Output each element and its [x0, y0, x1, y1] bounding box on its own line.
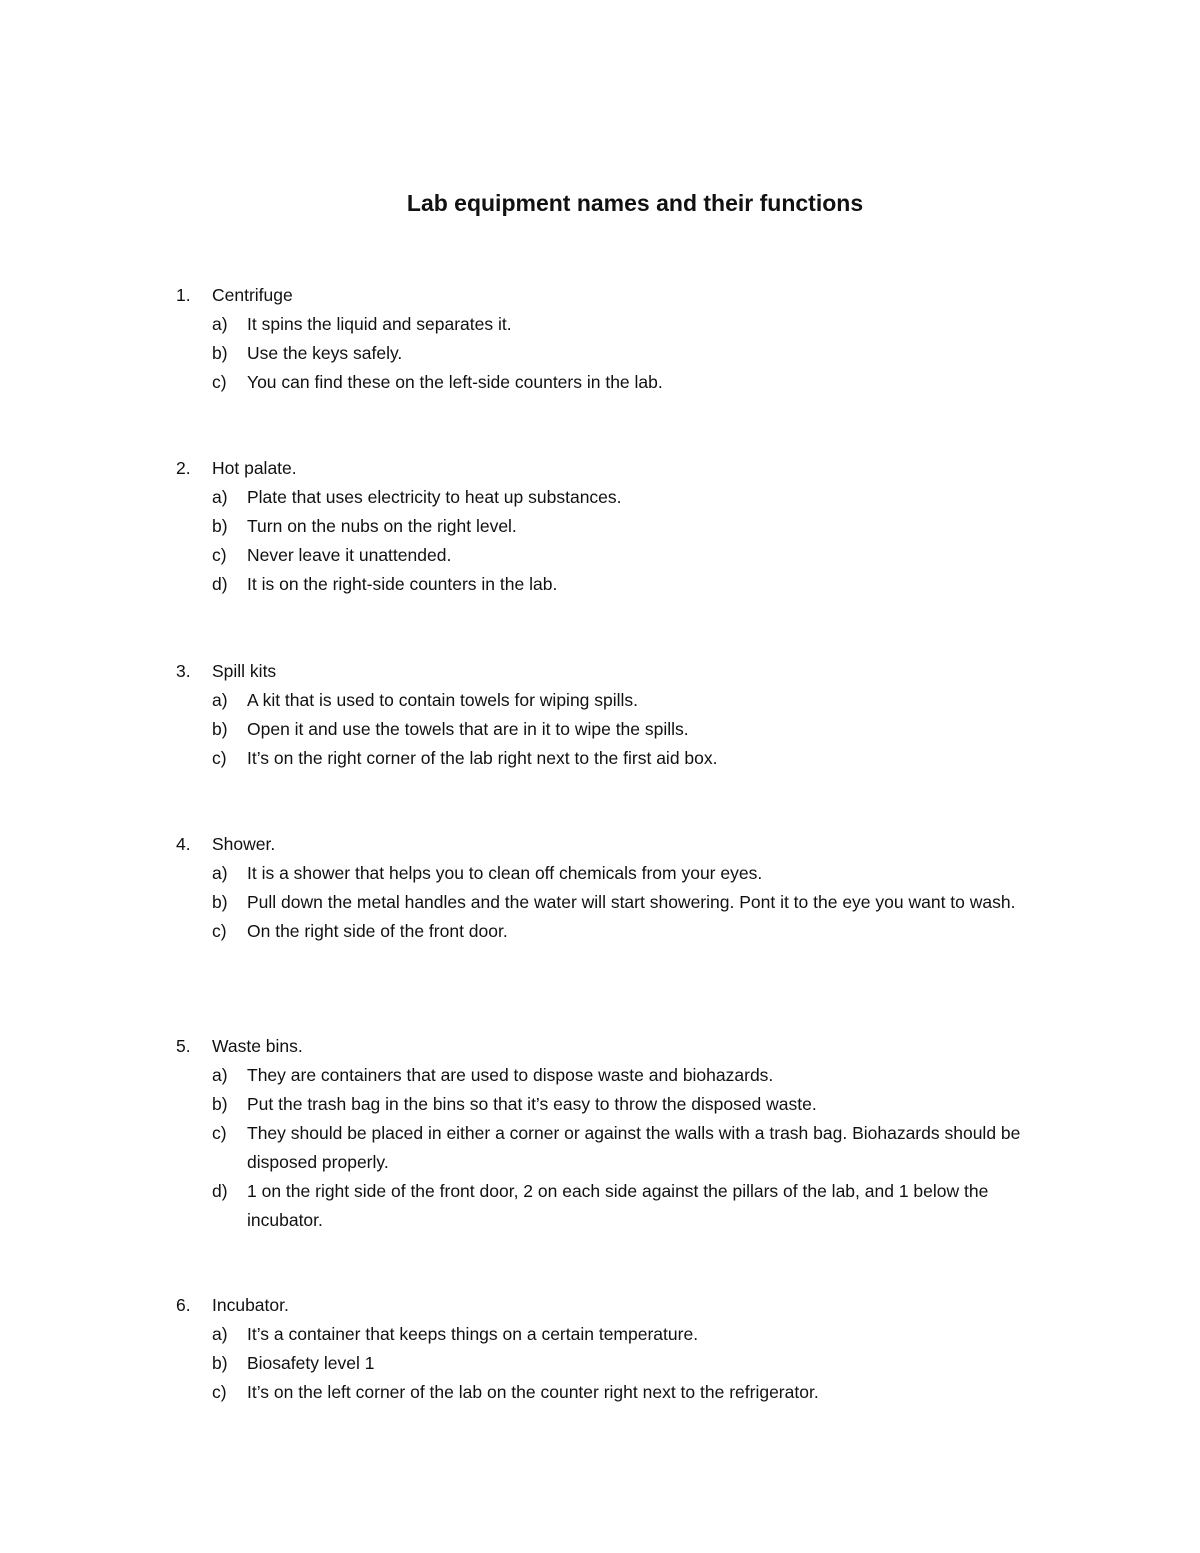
sub-item [176, 1119, 1076, 1177]
item-heading [176, 830, 1076, 859]
item-number: 2. [176, 458, 191, 478]
sub-item-text: Use the keys safely. [247, 343, 403, 363]
sub-item-letter: c) [212, 921, 227, 941]
sub-item-text: It spins the liquid and separates it. [247, 314, 512, 334]
sub-item-text: On the right side of the front door. [247, 921, 508, 941]
sub-item-letter: d) [212, 1181, 228, 1201]
sub-item-text: You can find these on the left-side counters in the lab. [247, 372, 663, 392]
item-number: 5. [176, 1036, 191, 1056]
sub-item-text: Never leave it unattended. [247, 545, 452, 565]
sub-item-letter: b) [212, 343, 228, 363]
item-heading [176, 1291, 1076, 1320]
sub-item-text: It’s on the left corner of the lab on the counter right next to the refrigerator. [247, 1382, 819, 1402]
sub-item [176, 744, 1076, 773]
sub-item [176, 859, 1076, 888]
sub-item-letter: b) [212, 719, 228, 739]
item-heading [176, 281, 1076, 310]
sub-item-text: A kit that is used to contain towels for wiping spills. [247, 690, 639, 710]
sub-item-text: Pull down the metal handles and the water will start showering. Pont it to the eye you want to wash. [247, 892, 1016, 912]
sub-item [176, 1090, 1076, 1119]
sub-item-letter: a) [212, 487, 228, 507]
sub-item-text: It is on the right-side counters in the lab. [247, 574, 558, 594]
sub-item-text: It is a shower that helps you to clean off chemicals from your eyes. [247, 863, 763, 883]
item-number: 3. [176, 661, 191, 681]
item-number: 1. [176, 285, 191, 305]
sub-item-letter: a) [212, 1324, 228, 1344]
sub-item-text: Open it and use the towels that are in it to wipe the spills. [247, 719, 689, 739]
sub-item [176, 512, 1076, 541]
sub-item [176, 541, 1076, 570]
list-item-6 [176, 1291, 1076, 1407]
item-name: Shower. [212, 834, 276, 854]
sub-item-letter: d) [212, 574, 228, 594]
item-name: Incubator. [212, 1295, 289, 1315]
sub-item-letter: b) [212, 1353, 228, 1373]
sub-item [176, 483, 1076, 512]
item-name: Spill kits [212, 661, 277, 681]
sub-item [176, 715, 1076, 744]
item-heading [176, 454, 1076, 483]
sub-item [176, 1061, 1076, 1090]
sub-item [176, 1177, 1076, 1235]
sub-item [176, 1378, 1076, 1407]
sub-item-letter: c) [212, 372, 227, 392]
sub-item [176, 570, 1076, 599]
sub-item-text: 1 on the right side of the front door, 2 on each side against the pillars of the lab, and 1 below the incubator. [247, 1181, 989, 1230]
sub-item [176, 917, 1076, 946]
sub-item-text: Put the trash bag in the bins so that it’s easy to throw the disposed waste. [247, 1094, 817, 1114]
sub-item-text: It’s a container that keeps things on a certain temperature. [247, 1324, 699, 1344]
sub-item [176, 310, 1076, 339]
item-heading [176, 1032, 1076, 1061]
sub-item-letter: a) [212, 863, 228, 883]
sub-item-text: Biosafety level 1 [247, 1353, 375, 1373]
list-item-5 [176, 1032, 1076, 1235]
sub-item-text: Plate that uses electricity to heat up substances. [247, 487, 622, 507]
sub-item-letter: a) [212, 314, 228, 334]
list-item-4 [176, 830, 1076, 946]
sub-item-letter: b) [212, 1094, 228, 1114]
item-name: Hot palate. [212, 458, 297, 478]
item-number: 4. [176, 834, 191, 854]
sub-item-text: They should be placed in either a corner or against the walls with a trash bag. Biohazards should be disposed properly. [247, 1123, 1021, 1172]
sub-item-letter: c) [212, 1123, 227, 1143]
sub-item [176, 339, 1076, 368]
document-title: Lab equipment names and their functions [406, 190, 864, 216]
item-name: Centrifuge [212, 285, 293, 305]
sub-item [176, 1349, 1076, 1378]
list-item-3 [176, 657, 1076, 773]
sub-item [176, 686, 1076, 715]
sub-item [176, 368, 1076, 397]
sub-item-letter: a) [212, 690, 228, 710]
sub-item-text: Turn on the nubs on the right level. [247, 516, 517, 536]
sub-item-text: They are containers that are used to dispose waste and biohazards. [247, 1065, 774, 1085]
sub-item [176, 1320, 1076, 1349]
sub-item-letter: c) [212, 545, 227, 565]
sub-item-letter: b) [212, 516, 228, 536]
sub-item-letter: c) [212, 748, 227, 768]
sub-item-text: It’s on the right corner of the lab right next to the first aid box. [247, 748, 718, 768]
list-item-2 [176, 454, 1076, 599]
item-number: 6. [176, 1295, 191, 1315]
item-name: Waste bins. [212, 1036, 303, 1056]
sub-item-letter: c) [212, 1382, 227, 1402]
list-item-1 [176, 281, 1076, 397]
sub-item [176, 888, 1076, 917]
sub-item-letter: a) [212, 1065, 228, 1085]
sub-item-letter: b) [212, 892, 228, 912]
item-heading [176, 657, 1076, 686]
